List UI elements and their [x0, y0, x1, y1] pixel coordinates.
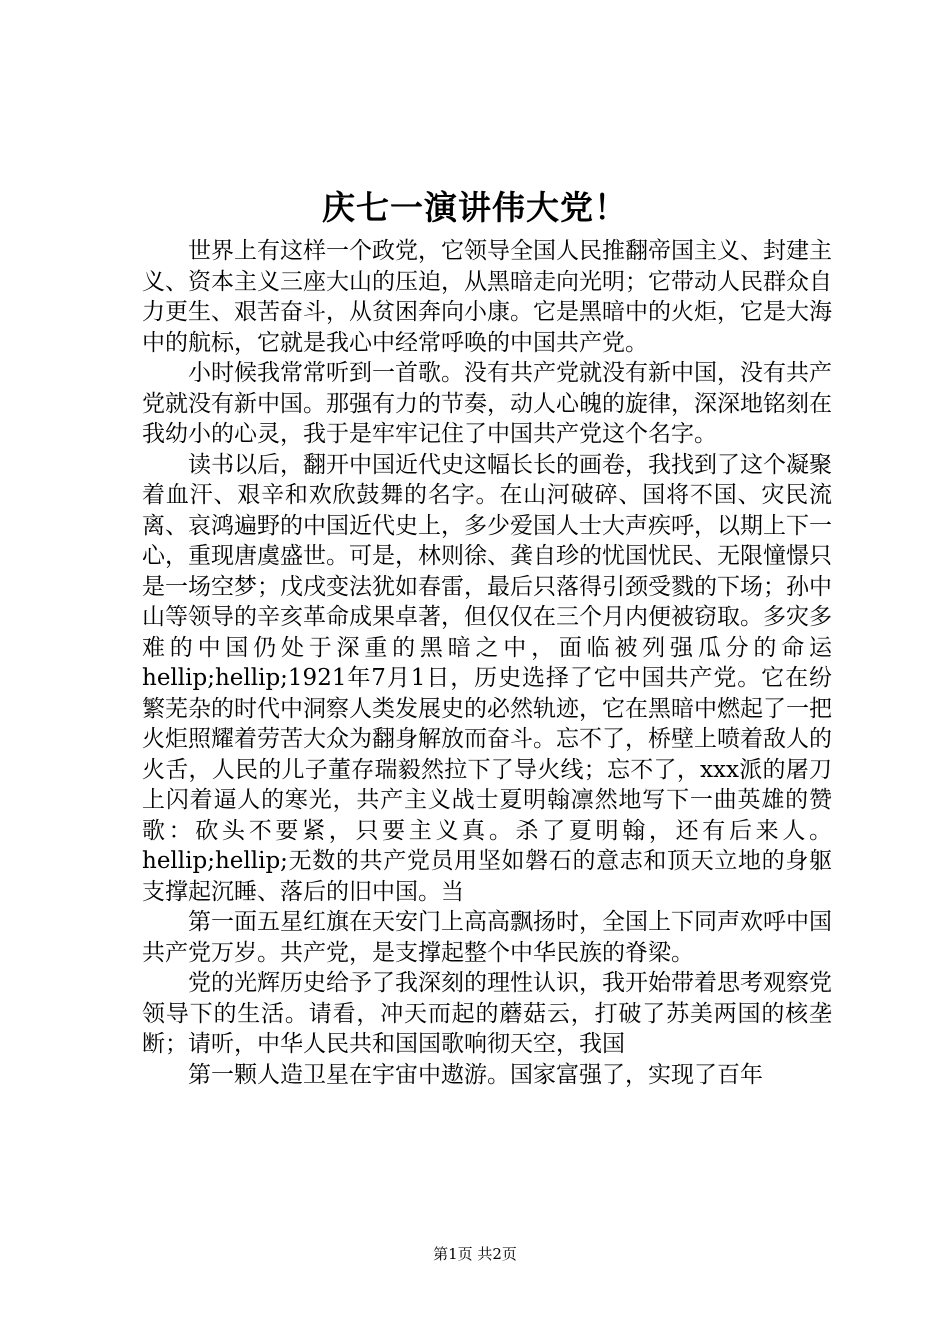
page-number-footer: 第1页 共2页	[433, 1245, 517, 1263]
paragraph: 读书以后，翻开中国近代史这幅长长的画卷，我找到了这个凝聚着血汗、艰辛和欢欣鼓舞的名字。在山河破碎、国将不国、灾民流离、哀鸿遍野的中国近代史上，多少爱国人士大声疾呼，以期上下一心，重现唐虞盛世。可是，林则徐、龚自珍的忧国忧民、无限憧憬只是一场空梦；戊戌变法犹如春雷，最后只落得引颈受戮的下场；孙中山等领导的辛亥革命成果卓著，但仅仅在三个月内便被窃取。多灾多难的中国仍处于深重的黑暗之中，面临被列强瓜分的命运hellip;hellip;1921年7月1日，历史选择了它中国共产党。它在纷繁芜杂的时代中洞察人类发展史的必然轨迹，它在黑暗中燃起了一把火炬照耀着劳苦大众为翻身解放而奋斗。忘不了，桥壁上喷着敌人的火舌，人民的儿子董存瑞毅然拉下了导火线；忘不了，xxx派的屠刀上闪着逼人的寒光，共产主义战士夏明翰凛然地写下一曲英雄的赞歌：砍头不要紧，只要主义真。杀了夏明翰，还有后来人。hellip;hellip;无数的共产党员用坚如磐石的意志和顶天立地的身躯支撑起沉睡、落后的旧中国。当	[142, 451, 832, 905]
paragraph: 党的光辉历史给予了我深刻的理性认识，我开始带着思考观察党领导下的生活。请看，冲天而起的蘑菇云，打破了苏美两国的核垄断；请听，中华人民共和国国歌响彻天空，我国	[142, 970, 832, 1057]
document-body	[142, 236, 832, 1090]
paragraph: 小时候我常常听到一首歌。没有共产党就没有新中国，没有共产党就没有新中国。那强有力的节奏，动人心魄的旋律，深深地铭刻在我幼小的心灵，我于是牢牢记住了中国共产党这个名字。	[142, 360, 832, 447]
paragraph: 世界上有这样一个政党，它领导全国人民推翻帝国主义、封建主义、资本主义三座大山的压迫，从黑暗走向光明；它带动人民群众自力更生、艰苦奋斗，从贫困奔向小康。它是黑暗中的火炬，它是大海中的航标，它就是我心中经常呼唤的中国共产党。	[142, 238, 832, 356]
document-title: 庆七一演讲伟大党！	[322, 188, 628, 227]
paragraph: 第一颗人造卫星在宇宙中遨游。国家富强了，实现了百年	[188, 1061, 763, 1088]
paragraph: 第一面五星红旗在天安门上高高飘扬时，全国上下同声欢呼中国共产党万岁。共产党，是支撑起整个中华民族的脊梁。	[142, 909, 832, 966]
